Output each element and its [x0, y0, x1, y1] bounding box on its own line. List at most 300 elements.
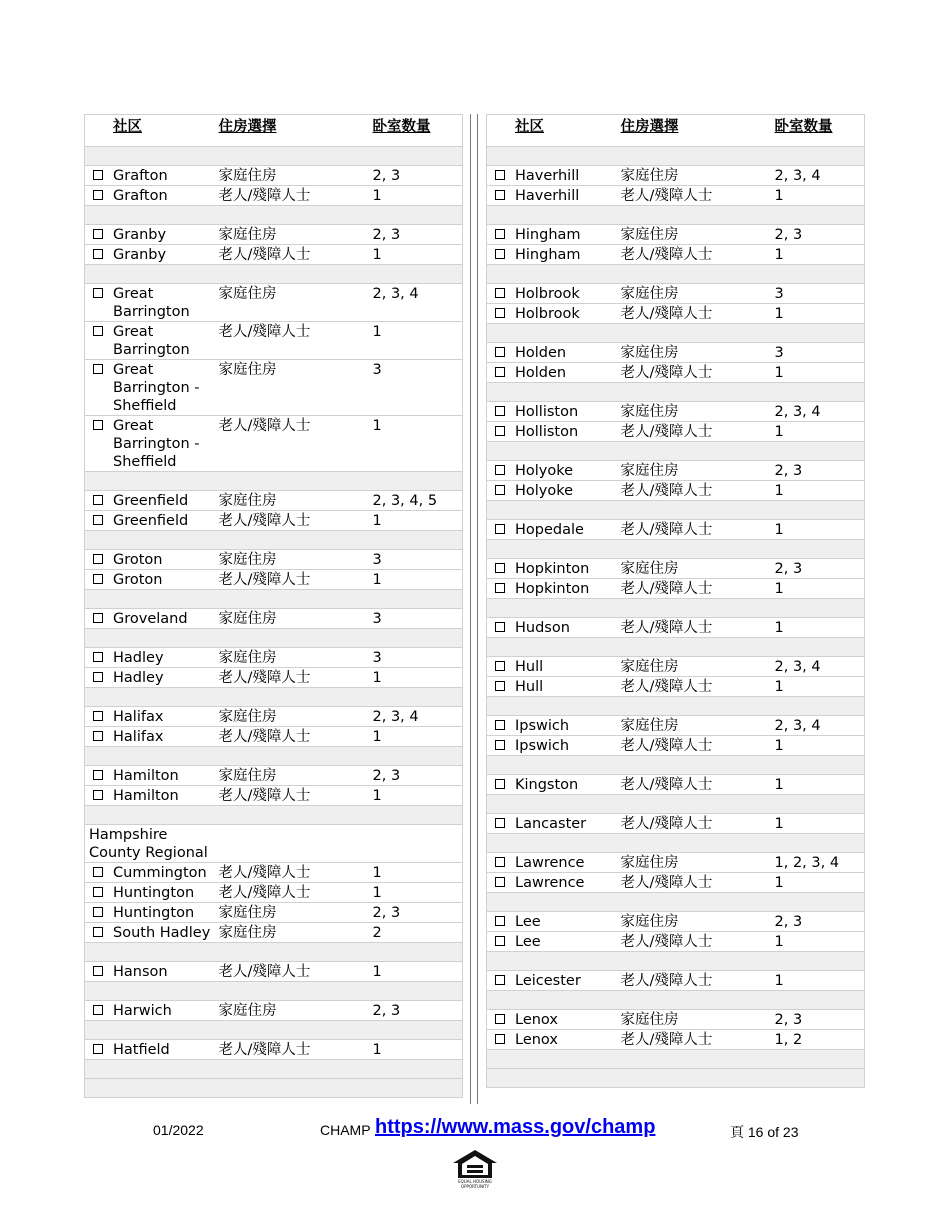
- community-name: Holyoke: [515, 483, 574, 499]
- bedroom-count: 1: [775, 245, 865, 265]
- checkbox[interactable]: [93, 790, 103, 800]
- checkbox[interactable]: [495, 485, 505, 495]
- housing-type: 老人/殘障人士: [219, 786, 373, 806]
- bedroom-count: 2, 3: [373, 225, 463, 245]
- housing-type: 老人/殘障人士: [621, 677, 775, 697]
- table-row: [487, 304, 865, 324]
- checkbox[interactable]: [495, 622, 505, 632]
- housing-type: 老人/殘障人士: [219, 416, 373, 472]
- spacer-row: [487, 1069, 865, 1088]
- checkbox[interactable]: [93, 554, 103, 564]
- table-row: [487, 657, 865, 677]
- spacer-row: [487, 383, 865, 402]
- bedroom-count: 2, 3: [373, 903, 463, 923]
- spacer-row: [487, 697, 865, 716]
- spacer-row: [487, 795, 865, 814]
- bedroom-count: 1: [373, 883, 463, 903]
- housing-type: 家庭住房: [219, 225, 373, 245]
- community-name: Holbrook: [515, 306, 580, 322]
- table-row: [85, 322, 463, 360]
- bedroom-count: 2, 3: [775, 461, 865, 481]
- community-name: Ipswich: [515, 718, 570, 734]
- bedroom-count: 1: [373, 727, 463, 747]
- checkbox[interactable]: [495, 563, 505, 573]
- community-name: Kingston: [515, 777, 579, 793]
- table-row: [487, 402, 865, 422]
- checkbox[interactable]: [93, 190, 103, 200]
- table-row: [85, 360, 463, 416]
- community-name: Lawrence: [515, 855, 585, 871]
- table-row: [487, 225, 865, 245]
- checkbox[interactable]: [495, 367, 505, 377]
- housing-type: 老人/殘障人士: [219, 186, 373, 206]
- checkbox[interactable]: [93, 867, 103, 877]
- housing-type: 老人/殘障人士: [219, 322, 373, 360]
- checkbox[interactable]: [93, 1044, 103, 1054]
- checkbox[interactable]: [93, 364, 103, 374]
- housing-type: 家庭住房: [621, 166, 775, 186]
- housing-type: 老人/殘障人士: [621, 304, 775, 324]
- checkbox[interactable]: [495, 406, 505, 416]
- community-name: Halifax: [113, 709, 164, 725]
- community-name: Granby: [113, 227, 167, 243]
- table-row: [85, 570, 463, 590]
- bedroom-count: 1: [373, 511, 463, 531]
- community-name: Ipswich: [515, 738, 570, 754]
- spacer-row: [85, 147, 463, 166]
- spacer-row: [85, 629, 463, 648]
- housing-header: 住房選擇: [621, 115, 775, 147]
- table-row: [487, 912, 865, 932]
- checkbox[interactable]: [495, 1034, 505, 1044]
- table-row: [487, 422, 865, 442]
- left-housing-table: [84, 114, 463, 1098]
- bedroom-count: 1: [775, 304, 865, 324]
- equal-housing-logo: [450, 1148, 500, 1190]
- housing-type: 老人/殘障人士: [219, 883, 373, 903]
- spacer-row: [85, 747, 463, 766]
- community-name: Hanson: [113, 964, 168, 980]
- spacer-row: [85, 265, 463, 284]
- bedroom-count: 1: [373, 1040, 463, 1060]
- housing-type: 老人/殘障人士: [219, 727, 373, 747]
- table-row: [487, 1010, 865, 1030]
- community-name: Huntington: [113, 885, 195, 901]
- housing-type: 家庭住房: [621, 461, 775, 481]
- bedroom-count: 1: [775, 520, 865, 540]
- bedroom-count: 1: [775, 677, 865, 697]
- housing-type: 家庭住房: [621, 225, 775, 245]
- bedroom-count: 2, 3, 4: [775, 166, 865, 186]
- checkbox[interactable]: [93, 229, 103, 239]
- checkbox[interactable]: [495, 936, 505, 946]
- bedroom-count: 2, 3: [373, 166, 463, 186]
- checkbox[interactable]: [93, 731, 103, 741]
- community-name: Hamilton: [113, 768, 179, 784]
- checkbox[interactable]: [93, 249, 103, 259]
- spacer-row: [85, 472, 463, 491]
- housing-type: 家庭住房: [621, 343, 775, 363]
- checkbox[interactable]: [93, 966, 103, 976]
- checkbox[interactable]: [93, 574, 103, 584]
- housing-type: 老人/殘障人士: [621, 618, 775, 638]
- table-row: [85, 883, 463, 903]
- housing-type: 家庭住房: [219, 648, 373, 668]
- table-row: [85, 245, 463, 265]
- bedroom-count: 2, 3, 4: [373, 284, 463, 322]
- checkbox[interactable]: [495, 681, 505, 691]
- checkbox[interactable]: [93, 1005, 103, 1015]
- spacer-row: [487, 893, 865, 912]
- bedroom-count: 3: [373, 648, 463, 668]
- housing-type: 老人/殘障人士: [621, 1030, 775, 1050]
- table-row: [85, 225, 463, 245]
- community-name: Great Barrington - Sheffield: [113, 418, 200, 470]
- checkbox[interactable]: [495, 877, 505, 887]
- table-row: [85, 284, 463, 322]
- bedroom-count: 1: [373, 668, 463, 688]
- table-row: [487, 343, 865, 363]
- column-divider: [470, 114, 478, 1104]
- housing-type: 老人/殘障人士: [621, 520, 775, 540]
- community-name: Hingham: [515, 247, 581, 263]
- table-header-row: [487, 115, 865, 147]
- bedroom-count: 1: [373, 186, 463, 206]
- table-row: [487, 677, 865, 697]
- spacer-row: [487, 599, 865, 618]
- community-name: Grafton: [113, 168, 168, 184]
- table-row: [487, 971, 865, 991]
- housing-type: 老人/殘障人士: [621, 481, 775, 501]
- housing-type: 家庭住房: [219, 609, 373, 629]
- table-row: [487, 1030, 865, 1050]
- housing-type: 老人/殘障人士: [219, 668, 373, 688]
- table-row: [85, 511, 463, 531]
- logo-caption-line1: EQUAL HOUSING: [458, 1179, 492, 1184]
- housing-type: 老人/殘障人士: [621, 579, 775, 599]
- bedroom-count: 2, 3: [373, 1001, 463, 1021]
- checkbox[interactable]: [495, 308, 505, 318]
- table-header-row: [85, 115, 463, 147]
- bedroom-count: 3: [373, 609, 463, 629]
- table-row: [85, 707, 463, 727]
- table-row: [487, 520, 865, 540]
- table-row: [487, 775, 865, 795]
- checkbox[interactable]: [495, 426, 505, 436]
- bedroom-count: 1: [373, 962, 463, 982]
- community-name: Hudson: [515, 620, 570, 636]
- table-row: [487, 579, 865, 599]
- spacer-row: [487, 501, 865, 520]
- bedroom-count: 2, 3: [775, 559, 865, 579]
- table-row: [487, 618, 865, 638]
- community-name: Leicester: [515, 973, 581, 989]
- community-name: Granby: [113, 247, 167, 263]
- table-row: [85, 1040, 463, 1060]
- checkbox[interactable]: [495, 465, 505, 475]
- table-row: [487, 873, 865, 893]
- checkbox[interactable]: [495, 661, 505, 671]
- bedrooms-header: 卧室数量: [775, 115, 865, 147]
- community-name: Holyoke: [515, 463, 574, 479]
- spacer-row: [487, 206, 865, 225]
- housing-type: 家庭住房: [621, 912, 775, 932]
- community-name: Lawrence: [515, 875, 585, 891]
- housing-type: 家庭住房: [621, 716, 775, 736]
- community-name: Great Barrington: [113, 324, 190, 358]
- bedroom-count: 1: [775, 932, 865, 952]
- spacer-row: [85, 1060, 463, 1079]
- spacer-row: [487, 834, 865, 853]
- checkbox[interactable]: [495, 170, 505, 180]
- checkbox[interactable]: [495, 720, 505, 730]
- spacer-row: [85, 531, 463, 550]
- checkbox[interactable]: [495, 1014, 505, 1024]
- housing-type: 家庭住房: [219, 923, 373, 943]
- community-name: Great Barrington: [113, 286, 190, 320]
- checkbox[interactable]: [93, 326, 103, 336]
- spacer-row: [487, 265, 865, 284]
- housing-type: 家庭住房: [219, 360, 373, 416]
- housing-type: 老人/殘障人士: [621, 422, 775, 442]
- table-row: [487, 932, 865, 952]
- table-row: [85, 786, 463, 806]
- bedroom-count: 3: [775, 343, 865, 363]
- bedroom-count: 2, 3, 4: [775, 402, 865, 422]
- bedroom-count: 3: [373, 550, 463, 570]
- housing-header: 住房選擇: [219, 115, 373, 147]
- bedroom-count: 1: [775, 422, 865, 442]
- checkbox[interactable]: [93, 711, 103, 721]
- community-name: Hopkinton: [515, 581, 590, 597]
- checkbox[interactable]: [93, 927, 103, 937]
- checkbox[interactable]: [495, 288, 505, 298]
- bedroom-count: 2, 3: [775, 225, 865, 245]
- table-row: [487, 736, 865, 756]
- housing-type: 家庭住房: [219, 491, 373, 511]
- checkbox[interactable]: [93, 288, 103, 298]
- checkbox[interactable]: [495, 347, 505, 357]
- checkbox[interactable]: [93, 672, 103, 682]
- table-row: [487, 284, 865, 304]
- logo-caption-line2: OPPORTUNITY: [460, 1184, 490, 1189]
- community-name: Hingham: [515, 227, 581, 243]
- housing-type: 家庭住房: [219, 707, 373, 727]
- table-row: [487, 853, 865, 873]
- table-row: [85, 166, 463, 186]
- bedroom-count: 2, 3, 4: [373, 707, 463, 727]
- bedroom-count: 1: [373, 863, 463, 883]
- checkbox[interactable]: [495, 975, 505, 985]
- table-row: [85, 550, 463, 570]
- bedroom-count: 1: [373, 786, 463, 806]
- checkbox[interactable]: [495, 818, 505, 828]
- housing-type: 老人/殘障人士: [219, 962, 373, 982]
- checkbox[interactable]: [93, 887, 103, 897]
- bedroom-count: 1: [775, 481, 865, 501]
- housing-type: 家庭住房: [219, 284, 373, 322]
- bedroom-count: 2, 3: [775, 912, 865, 932]
- community-name: South Hadley: [113, 925, 211, 941]
- spacer-row: [85, 943, 463, 962]
- table-row: [487, 245, 865, 265]
- housing-type: 家庭住房: [621, 657, 775, 677]
- housing-type: 老人/殘障人士: [219, 511, 373, 531]
- community-name: Holliston: [515, 424, 579, 440]
- community-name: Lancaster: [515, 816, 587, 832]
- community-name: Holden: [515, 365, 567, 381]
- table-row: [85, 609, 463, 629]
- checkbox[interactable]: [495, 583, 505, 593]
- spacer-row: [85, 806, 463, 825]
- housing-type: 家庭住房: [621, 1010, 775, 1030]
- checkbox[interactable]: [93, 770, 103, 780]
- table-row: [487, 363, 865, 383]
- table-row: [487, 186, 865, 206]
- bedroom-count: 1: [775, 971, 865, 991]
- bedroom-count: 1: [373, 245, 463, 265]
- checkbox[interactable]: [93, 170, 103, 180]
- table-row: [85, 416, 463, 472]
- page-footer: [0, 1116, 950, 1146]
- bedroom-count: 2, 3: [775, 1010, 865, 1030]
- bedroom-count: 1: [775, 814, 865, 834]
- spacer-row: [487, 442, 865, 461]
- table-row: [85, 727, 463, 747]
- bedroom-count: 1: [775, 579, 865, 599]
- checkbox[interactable]: [495, 524, 505, 534]
- spacer-row: [487, 1050, 865, 1069]
- table-row: [85, 903, 463, 923]
- community-name: Great Barrington - Sheffield: [113, 362, 200, 414]
- community-name: Greenfield: [113, 513, 189, 529]
- housing-type: 老人/殘障人士: [621, 775, 775, 795]
- housing-type: 家庭住房: [219, 766, 373, 786]
- group-heading: Hampshire County Regional: [89, 827, 208, 861]
- housing-type: 老人/殘障人士: [621, 363, 775, 383]
- champ-link[interactable]: https://www.mass.gov/champ: [375, 1116, 656, 1138]
- community-header: 社区: [487, 115, 621, 147]
- bedroom-count: 1: [775, 775, 865, 795]
- community-name: Lenox: [515, 1032, 558, 1048]
- table-row: [85, 668, 463, 688]
- checkbox[interactable]: [93, 652, 103, 662]
- community-name: Groton: [113, 572, 163, 588]
- community-name: Holden: [515, 345, 567, 361]
- community-name: Cummington: [113, 865, 207, 881]
- housing-type: 老人/殘障人士: [219, 863, 373, 883]
- community-name: Grafton: [113, 188, 168, 204]
- housing-type: 老人/殘障人士: [219, 1040, 373, 1060]
- housing-type: 老人/殘障人士: [621, 814, 775, 834]
- housing-type: 老人/殘障人士: [621, 736, 775, 756]
- left-column: [84, 114, 463, 1098]
- housing-type: 家庭住房: [219, 1001, 373, 1021]
- bedroom-count: 1: [775, 873, 865, 893]
- checkbox[interactable]: [93, 907, 103, 917]
- housing-type: 老人/殘障人士: [219, 570, 373, 590]
- housing-type: 家庭住房: [621, 402, 775, 422]
- table-row: [85, 491, 463, 511]
- spacer-row: [487, 756, 865, 775]
- community-name: Greenfield: [113, 493, 189, 509]
- bedroom-count: 3: [775, 284, 865, 304]
- community-name: Groveland: [113, 611, 188, 627]
- checkbox[interactable]: [495, 190, 505, 200]
- community-name: Harwich: [113, 1003, 172, 1019]
- bedroom-count: 1: [775, 186, 865, 206]
- spacer-row: [85, 982, 463, 1001]
- bedroom-count: 1: [373, 570, 463, 590]
- community-name: Groton: [113, 552, 163, 568]
- table-row: [85, 186, 463, 206]
- table-row: [487, 814, 865, 834]
- checkbox[interactable]: [93, 420, 103, 430]
- checkbox[interactable]: [93, 495, 103, 505]
- group-heading-row: [85, 825, 463, 863]
- table-row: [85, 923, 463, 943]
- table-row: [487, 716, 865, 736]
- community-name: Holbrook: [515, 286, 580, 302]
- housing-type: 家庭住房: [621, 853, 775, 873]
- bedroom-count: 1, 2, 3, 4: [775, 853, 865, 873]
- bedroom-count: 2, 3, 4: [775, 657, 865, 677]
- checkbox[interactable]: [495, 916, 505, 926]
- checkbox[interactable]: [495, 229, 505, 239]
- bedroom-count: 2, 3, 4, 5: [373, 491, 463, 511]
- spacer-row: [487, 991, 865, 1010]
- table-row: [487, 481, 865, 501]
- table-row: [85, 766, 463, 786]
- checkbox[interactable]: [495, 779, 505, 789]
- community-name: Halifax: [113, 729, 164, 745]
- spacer-row: [487, 540, 865, 559]
- housing-type: 老人/殘障人士: [621, 971, 775, 991]
- bedroom-count: 1: [373, 416, 463, 472]
- housing-type: 家庭住房: [219, 903, 373, 923]
- housing-type: 家庭住房: [621, 284, 775, 304]
- spacer-row: [85, 590, 463, 609]
- community-name: Hopedale: [515, 522, 584, 538]
- checkbox[interactable]: [93, 613, 103, 623]
- community-name: Haverhill: [515, 168, 580, 184]
- table-row: [487, 559, 865, 579]
- bedroom-count: 2, 3: [373, 766, 463, 786]
- housing-type: 家庭住房: [219, 166, 373, 186]
- spacer-row: [85, 688, 463, 707]
- checkbox[interactable]: [495, 857, 505, 867]
- table-row: [487, 461, 865, 481]
- bedroom-count: 1, 2: [775, 1030, 865, 1050]
- spacer-row: [487, 147, 865, 166]
- table-row: [487, 166, 865, 186]
- spacer-row: [85, 1079, 463, 1098]
- housing-type: 家庭住房: [219, 550, 373, 570]
- community-name: Hatfield: [113, 1042, 170, 1058]
- bedroom-count: 2: [373, 923, 463, 943]
- community-name: Haverhill: [515, 188, 580, 204]
- housing-type: 老人/殘障人士: [621, 873, 775, 893]
- checkbox[interactable]: [495, 740, 505, 750]
- checkbox[interactable]: [495, 249, 505, 259]
- community-name: Hull: [515, 679, 544, 695]
- table-row: [85, 962, 463, 982]
- bedroom-count: 1: [373, 322, 463, 360]
- checkbox[interactable]: [93, 515, 103, 525]
- table-row: [85, 1001, 463, 1021]
- table-row: [85, 863, 463, 883]
- table-row: [85, 648, 463, 668]
